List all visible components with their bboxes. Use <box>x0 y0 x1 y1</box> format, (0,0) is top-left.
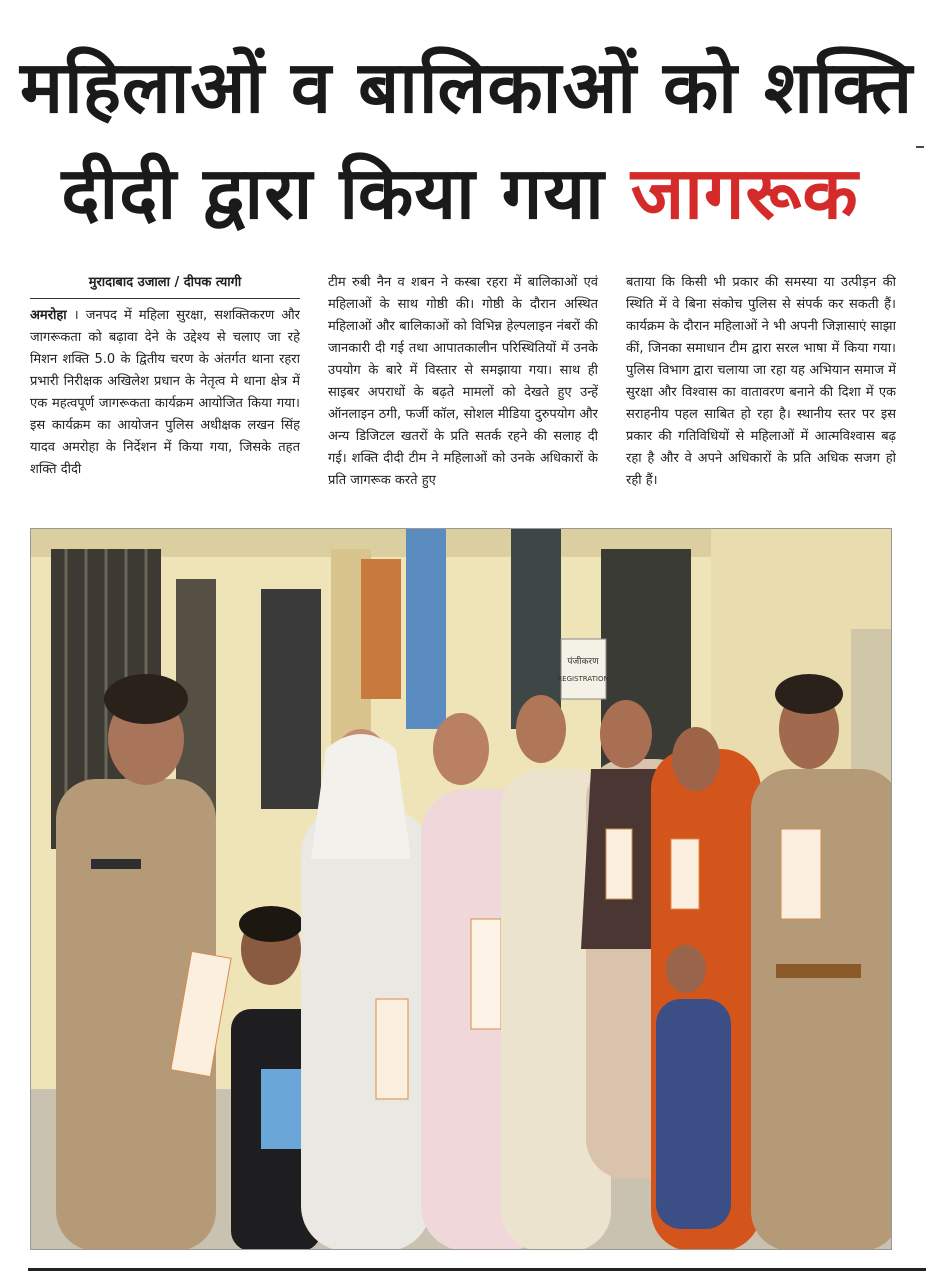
bottom-rule <box>28 1268 926 1271</box>
poster <box>406 529 446 729</box>
article-column-3 <box>626 272 896 512</box>
news-photo <box>30 528 892 1250</box>
window-grill <box>261 589 321 809</box>
registration-sign-english: REGISTRATION <box>557 675 609 683</box>
news-photo-illustration <box>31 529 892 1250</box>
article-column-1 <box>30 272 300 512</box>
headline-line-2 <box>20 148 900 238</box>
margin-tick <box>916 146 924 148</box>
registration-sign <box>561 639 606 699</box>
previous-article-strip <box>0 0 926 10</box>
headline-black-part: दीदी द्वारा किया गया <box>61 151 631 235</box>
column-1-text: । जनपद में महिला सुरक्षा, सशक्तिकरण और जागरूकता को बढ़ावा देने के उद्देश्य से चलाए जा रहे मिशन शक्ति 5.0 के द्वितीय चरण के अंतर्गत थाना रहरा प्रभारी निरीक्षक अखिलेश प्रधान के नेतृत्व मे थाना क्षेत्र में एक महत्वपूर्ण जागरूकता कार्यक्रम आयोजित किया गया। इस कार्यक्रम का आयोजन पुलिस अधीक्षक लखन सिंह यादव अमरोहा के निर्देशन में किया गया, जिसके तहत शक्ति दीदी <box>30 308 300 477</box>
notice-board <box>361 559 401 699</box>
registration-sign-hindi: पंजीकरण <box>567 657 599 667</box>
byline: मुरादाबाद उजाला / दीपक त्यागी <box>30 272 300 299</box>
column-3-text: बताया कि किसी भी प्रकार की समस्या या उत्पीड़न की स्थिति में वे बिना संकोच पुलिस से संपर्क कर सकती हैं। कार्यक्रम के दौरान महिलाओं ने भी अपनी जिज्ञासाएं साझा कीं, जिनका समाधान टीम द्वारा सरल भाषा में किया गया। पुलिस विभाग द्वारा चलाया जा रहा यह अभियान समाज में सुरक्षा और विश्वास का वातावरण बनाने की दिशा में एक सराहनीय पहल साबित हो रहा है। स्थानीय स्तर पर इस प्रकार की गतिविधियों से महिलाओं में आत्मविश्वास बढ़ रहा है और वे अपने अधिकारों के प्रति अधिक सजग हो रही हैं। <box>626 275 896 488</box>
column-2-text: टीम रुबी नैन व शबन ने कस्बा रहरा में बालिकाओं एवं महिलाओं के साथ गोष्ठी की। गोष्ठी के दौरान अस्थित महिलाओं और बालिकाओं को विभिन्न हेल्पलाइन नंबरों की जानकारी दी गई तथा आपातकालीन परिस्थितियों में उनके उपयोग के बारे में विस्तार से समझाया गया। साथ ही साइबर अपराधों के बढ़ते मामलों को देखते हुए उन्हें ऑनलाइन ठगी, फर्जी कॉल, सोशल मीडिया दुरुपयोग और अन्य डिजिटल खतरों के प्रति सतर्क रहने की सलाह दी गई। शक्ति दीदी टीम ने महिलाओं को उनके अधिकारों के प्रति जागरूक करते हुए <box>328 275 598 488</box>
pamphlet <box>376 999 408 1099</box>
headline-red-part: जागरूक <box>630 151 859 235</box>
dateline: अमरोहा <box>30 308 67 323</box>
headline-line-1: महिलाओं व बालिकाओं को शक्ति <box>20 45 914 129</box>
article-column-2 <box>328 272 598 512</box>
